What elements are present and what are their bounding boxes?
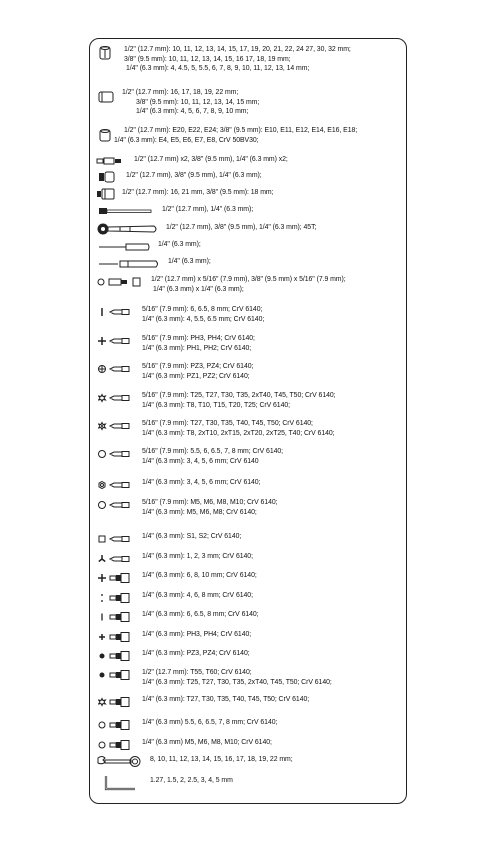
list-item-text: 1/2" (12.7 mm): 16, 17, 18, 19, 22 mm; (122, 89, 239, 96)
list-item-text: 1/4" (6.3 mm): T8, T10, T15, T20, T25; CrV 6140; (142, 401, 291, 409)
ratchet-icon (90, 220, 166, 238)
list-item (90, 569, 257, 587)
phillips-slotted-bit-icon (90, 569, 142, 587)
extension-bar-icon (90, 273, 151, 291)
list-item-text: 5/16" (7.9 mm): 5.5, 6, 6.5, 7, 8 mm; CrV 6140; (142, 448, 284, 455)
list-item-text: 1/4" (6.3 mm) 5.5, 6, 6.5, 7, 8 mm; CrV 6140; (142, 719, 278, 726)
list-item (90, 550, 253, 568)
hex-bit-icon (90, 445, 142, 463)
phillips-bit-holder-icon (90, 628, 142, 646)
pozidriv-bit-icon (90, 360, 142, 378)
list-item-text: 1/4" (6.3 mm): 4, 6, 8 mm; CrV 6140; (142, 592, 253, 599)
list-item-text: 1/2" (12.7 mm): T55, T60; CrV 6140; (142, 669, 252, 676)
list-item (90, 608, 259, 626)
list-item-text: 1/2" (12.7 mm) x2, 3/8" (9.5 mm), 1/4" (6.3 mm) x2; (134, 156, 288, 163)
list-item-text: 1/4" (6.3 mm): 4, 4.5, 5, 5.5, 6, 7, 8, 9, 10, 11, 12, 13, 14 mm; (126, 65, 310, 73)
tri-wing-bit-icon (90, 550, 142, 568)
list-item (90, 202, 253, 220)
list-item-text: 1/2" (12.7 mm), 1/4" (6.3 mm); (162, 206, 254, 213)
list-item (90, 445, 283, 466)
list-item (90, 753, 293, 771)
list-item-text: 1/4" (6.3 mm): 3, 4, 5, 6 mm; CrV 6140; (142, 479, 261, 486)
list-item (90, 589, 253, 607)
list-item-text: 1/4" (6.3 mm): PZ3, PZ4; CrV 6140; (142, 650, 250, 657)
t-bar-icon (90, 202, 162, 220)
square-bit-icon (90, 530, 142, 548)
list-item (90, 774, 233, 792)
list-item-text: 5/16" (7.9 mm): 6, 6.5, 8 mm; CrV 6140; (142, 306, 263, 313)
list-item (90, 360, 253, 381)
slotted-bit-holder-icon (90, 608, 142, 626)
list-item-text: 3/8" (9.5 mm): 10, 11, 12, 13, 14, 15 mm; (136, 98, 260, 106)
list-item-text: 1/2" (12.7 mm), 3/8" (9.5 mm), 1/4" (6.3 mm); (126, 172, 262, 179)
list-item-text: 1/4" (6.3 mm): T8, 2xT10, 2xT15, 2xT20, 2xT25, T40; CrV 6140; (142, 429, 335, 437)
list-item-text: 1/2" (12.7 mm): E20, E22, E24; 3/8" (9.5 mm): E10, E11, E12, E14, E16, E18; (124, 127, 358, 134)
combination-wrench-icon (90, 753, 150, 771)
slotted-bit-icon (90, 303, 142, 321)
list-item-text: 1/4" (6.3 mm): M5, M6, M8; CrV 6140; (142, 508, 257, 516)
list-item-text: 5/16" (7.9 mm): M5, M6, M8, M10; CrV 6140; (142, 499, 278, 506)
list-item-text: 1/4" (6.3 mm): PZ1, PZ2; CrV 6140; (142, 372, 250, 380)
torx-tamper-bit-icon (90, 417, 142, 435)
list-item (90, 126, 357, 145)
list-item (90, 389, 336, 410)
adapter-icon (90, 168, 126, 186)
list-item (90, 45, 351, 75)
spark-plug-socket-icon (90, 185, 122, 203)
deep-socket-icon (90, 88, 122, 106)
torx-bit-icon (90, 389, 142, 407)
list-item-text: 1/4" (6.3 mm): 6, 6.5, 8 mm; CrV 6140; (142, 611, 259, 618)
list-item-text: 5/16" (7.9 mm): PH3, PH4; CrV 6140; (142, 335, 255, 342)
list-item (90, 185, 273, 203)
list-item (90, 303, 264, 324)
list-item (90, 693, 309, 711)
spinner-handle-icon (90, 238, 158, 256)
list-item (90, 496, 278, 517)
list-item-text: 1/2" (12.7 mm) x 5/16" (7.9 mm), 3/8" (9.5 mm) x 5/16" (7.9 mm); (151, 276, 346, 283)
screwdriver-handle-icon (90, 255, 168, 273)
socket-set-icon (90, 45, 124, 75)
list-item-text: 1/4" (6.3 mm): PH1, PH2; CrV 6140; (142, 344, 252, 352)
list-item-text: 1/4" (6.3 mm): T27, T30, T35, T40, T45, T50; CrV 6140; (142, 696, 310, 703)
spline-bit-holder-icon (90, 736, 142, 754)
list-item-text: 1/4" (6.3 mm): T25, T27, T30, T35, 2xT40, T45, T50; CrV 6140; (142, 678, 332, 686)
spanner-bit-icon (90, 589, 142, 607)
list-item (90, 476, 260, 494)
list-item (90, 417, 335, 438)
list-item-text: 1/4" (6.3 mm): 6, 8, 10 mm; CrV 6140; (142, 572, 257, 579)
list-item-text: 1/4" (6.3 mm): S1, S2; CrV 6140; (142, 533, 242, 540)
list-item (90, 88, 259, 117)
list-item-text: 1/2" (12.7 mm), 3/8" (9.5 mm), 1/4" (6.3 mm); 45T; (166, 224, 317, 231)
list-item (90, 628, 251, 646)
list-item-text: 1/2" (12.7 mm): 16, 21 mm, 3/8" (9.5 mm): 18 mm; (122, 189, 274, 196)
list-item-text: 1/4" (6.3 mm): 4, 5.5, 6.5 mm; CrV 6140; (142, 315, 265, 323)
list-item (90, 530, 241, 548)
list-item (90, 736, 272, 754)
list-item-text: 1/2" (12.7 mm): 10, 11, 12, 13, 14, 15, 17, 19, 20, 21, 22, 24 27, 30, 32 mm; (124, 46, 351, 53)
list-item (90, 273, 346, 294)
pozidriv-bit-holder-icon (90, 647, 142, 665)
allen-key-icon (90, 774, 150, 792)
list-item-text: 1/4" (6.3 mm) x 1/4" (6.3 mm); (153, 285, 244, 293)
list-item-text: 5/16" (7.9 mm): PZ3, PZ4; CrV 6140; (142, 363, 254, 370)
list-item-text: 5/16" (7.9 mm): T25, T27, T30, T35, 2xT40, T45, T50; CrV 6140; (142, 392, 336, 399)
torx-tamper-holder-icon (90, 693, 142, 711)
list-item-text: 1/4" (6.3 mm); (158, 241, 201, 248)
list-item-text: 1/4" (6.3 mm) M5, M6, M8, M10; CrV 6140; (142, 739, 272, 746)
list-item-text: 8, 10, 11, 12, 13, 14, 15, 16, 17, 18, 19, 22 mm; (150, 756, 293, 763)
list-item (90, 238, 201, 256)
list-item-text: 1/4" (6.3 mm): 3, 4, 5, 6 mm; CrV 6140 (142, 457, 259, 465)
list-item-text: 1.27, 1.5, 2, 2.5, 3, 4, 5 mm (150, 777, 233, 784)
list-item-text: 1/4" (6.3 mm): 1, 2, 3 mm; CrV 6140; (142, 553, 253, 560)
torx-bit-holder-icon (90, 666, 142, 684)
hex-key-bit-icon (90, 476, 142, 494)
list-item (90, 716, 277, 734)
list-item-text: 3/8" (9.5 mm): 10, 11, 12, 13, 14, 15, 16 17, 18, 19 mm; (124, 55, 291, 63)
tool-list-panel (89, 38, 407, 804)
list-item (90, 666, 332, 687)
list-item-text: 1/4" (6.3 mm): E4, E5, E6, E7, E8, CrV 50BV30; (114, 136, 259, 144)
hex-bit-holder-icon (90, 716, 142, 734)
list-item (90, 332, 255, 353)
list-item (90, 168, 262, 186)
list-item-text: 1/4" (6.3 mm); (168, 258, 211, 265)
spline-bit-icon (90, 496, 142, 514)
phillips-bit-icon (90, 332, 142, 350)
list-item (90, 220, 316, 238)
list-item-text: 1/4" (6.3 mm): PH3, PH4; CrV 6140; (142, 631, 252, 638)
list-item (90, 647, 250, 665)
list-item-text: 1/4" (6.3 mm): 4, 5, 6, 7, 8, 9, 10 mm; (136, 108, 249, 116)
list-item (90, 255, 211, 273)
list-item-text: 5/16" (7.9 mm): T27, T30, T35, T40, T45, T50; CrV 6140; (142, 420, 313, 427)
